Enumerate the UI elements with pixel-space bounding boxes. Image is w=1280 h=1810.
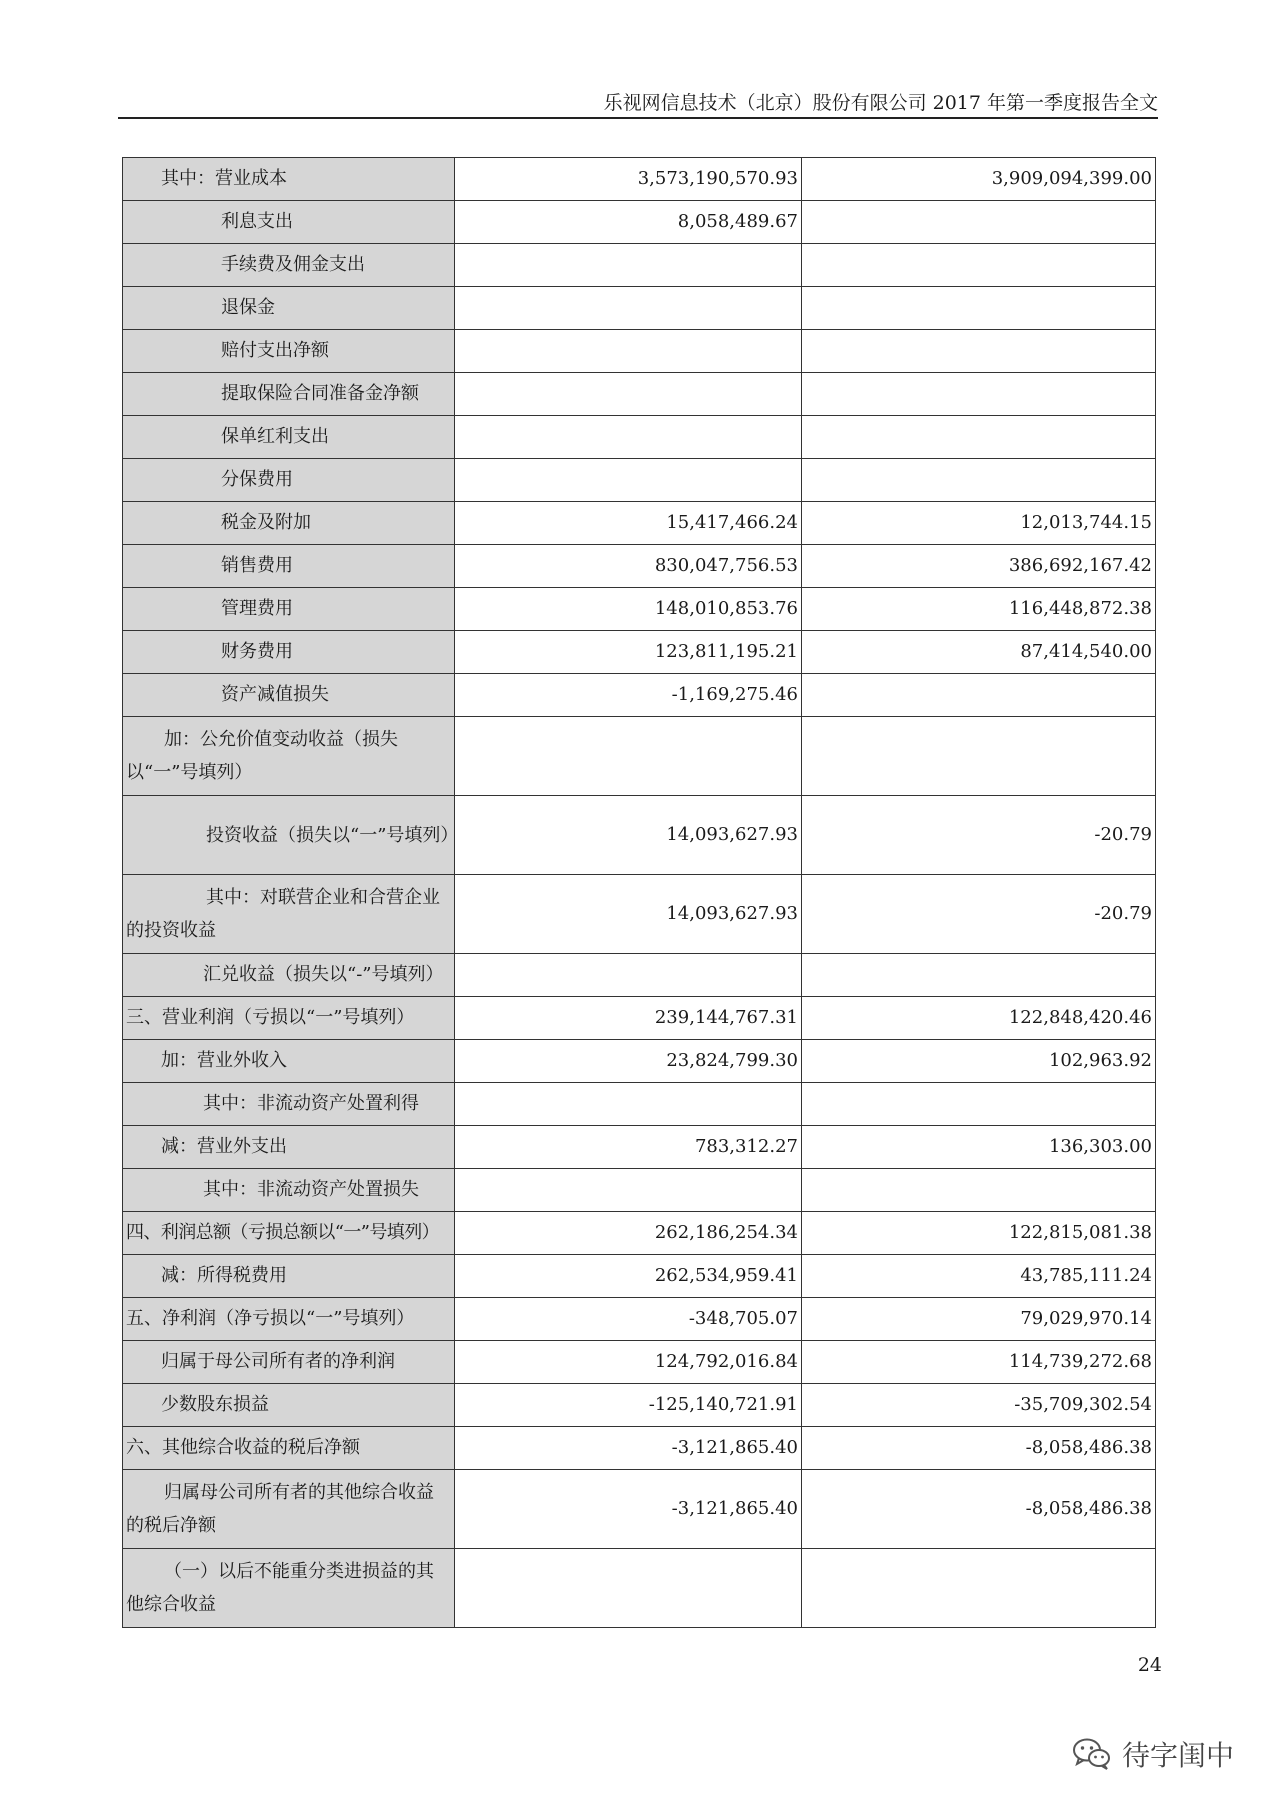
table-row [123, 717, 1156, 796]
row-label: 财务费用 [123, 631, 455, 674]
table-row [123, 631, 1156, 674]
current-period-value: 14,093,627.93 [455, 796, 802, 875]
current-period-value [455, 416, 802, 459]
row-label: 减：营业外支出 [123, 1126, 455, 1169]
previous-period-value: 87,414,540.00 [802, 631, 1156, 674]
row-label: 其中：非流动资产处置损失 [123, 1169, 455, 1212]
previous-period-value [802, 244, 1156, 287]
row-label: 归属母公司所有者的其他综合收益的税后净额 [123, 1470, 455, 1549]
previous-period-value [802, 1169, 1156, 1212]
previous-period-value [802, 201, 1156, 244]
current-period-value: 239,144,767.31 [455, 997, 802, 1040]
table-row [123, 502, 1156, 545]
row-label: 手续费及佣金支出 [123, 244, 455, 287]
current-period-value [455, 1083, 802, 1126]
table-row [123, 1255, 1156, 1298]
current-period-value [455, 373, 802, 416]
table-row [123, 997, 1156, 1040]
row-label: 提取保险合同准备金净额 [123, 373, 455, 416]
row-label: 加：营业外收入 [123, 1040, 455, 1083]
previous-period-value: 136,303.00 [802, 1126, 1156, 1169]
previous-period-value [802, 330, 1156, 373]
header-divider [118, 117, 1158, 119]
table-row [123, 1427, 1156, 1470]
row-label: 五、净利润（净亏损以“一”号填列） [123, 1298, 455, 1341]
table-row [123, 1341, 1156, 1384]
current-period-value: 123,811,195.21 [455, 631, 802, 674]
row-label: 销售费用 [123, 545, 455, 588]
table-row [123, 201, 1156, 244]
table-row [123, 588, 1156, 631]
row-label: 减：所得税费用 [123, 1255, 455, 1298]
row-label: 归属于母公司所有者的净利润 [123, 1341, 455, 1384]
row-label: 其中：营业成本 [123, 158, 455, 201]
table-row [123, 1384, 1156, 1427]
table-row [123, 1169, 1156, 1212]
table-row [123, 158, 1156, 201]
row-label: 赔付支出净额 [123, 330, 455, 373]
current-period-value [455, 717, 802, 796]
table-row [123, 1126, 1156, 1169]
page-number: 24 [1137, 1654, 1162, 1676]
current-period-value: 148,010,853.76 [455, 588, 802, 631]
previous-period-value [802, 287, 1156, 330]
previous-period-value [802, 416, 1156, 459]
row-label: （一）以后不能重分类进损益的其他综合收益 [123, 1549, 455, 1628]
table-row [123, 875, 1156, 954]
previous-period-value: 114,739,272.68 [802, 1341, 1156, 1384]
current-period-value [455, 459, 802, 502]
row-label: 其中：对联营企业和合营企业的投资收益 [123, 875, 455, 954]
row-label: 保单红利支出 [123, 416, 455, 459]
previous-period-value [802, 717, 1156, 796]
table-row [123, 796, 1156, 875]
table-row [123, 416, 1156, 459]
current-period-value [455, 287, 802, 330]
previous-period-value: 43,785,111.24 [802, 1255, 1156, 1298]
previous-period-value [802, 954, 1156, 997]
current-period-value: 262,186,254.34 [455, 1212, 802, 1255]
current-period-value: -3,121,865.40 [455, 1427, 802, 1470]
previous-period-value: -8,058,486.38 [802, 1470, 1156, 1549]
watermark-text: 待字闺中 [1122, 1739, 1235, 1772]
table-row [123, 674, 1156, 717]
previous-period-value: 102,963.92 [802, 1040, 1156, 1083]
table-row [123, 1083, 1156, 1126]
row-label: 少数股东损益 [123, 1384, 455, 1427]
current-period-value: -125,140,721.91 [455, 1384, 802, 1427]
row-label: 四、利润总额（亏损总额以“一”号填列） [123, 1212, 455, 1255]
current-period-value: 124,792,016.84 [455, 1341, 802, 1384]
previous-period-value [802, 1083, 1156, 1126]
income-statement-table [122, 157, 1156, 1628]
current-period-value: 14,093,627.93 [455, 875, 802, 954]
current-period-value: -1,169,275.46 [455, 674, 802, 717]
row-label: 其中：非流动资产处置利得 [123, 1083, 455, 1126]
previous-period-value: 122,815,081.38 [802, 1212, 1156, 1255]
row-label: 投资收益（损失以“一”号填列） [123, 796, 455, 875]
current-period-value [455, 1549, 802, 1628]
current-period-value: 262,534,959.41 [455, 1255, 802, 1298]
row-label: 税金及附加 [123, 502, 455, 545]
previous-period-value: 79,029,970.14 [802, 1298, 1156, 1341]
current-period-value: 23,824,799.30 [455, 1040, 802, 1083]
row-label: 三、营业利润（亏损以“一”号填列） [123, 997, 455, 1040]
previous-period-value: -35,709,302.54 [802, 1384, 1156, 1427]
table-row [123, 545, 1156, 588]
table-row [123, 244, 1156, 287]
table-row [123, 330, 1156, 373]
previous-period-value: -20.79 [802, 875, 1156, 954]
table-row [123, 1470, 1156, 1549]
current-period-value: 830,047,756.53 [455, 545, 802, 588]
previous-period-value [802, 373, 1156, 416]
row-label: 管理费用 [123, 588, 455, 631]
row-label: 退保金 [123, 287, 455, 330]
current-period-value [455, 1169, 802, 1212]
previous-period-value [802, 1549, 1156, 1628]
current-period-value: 15,417,466.24 [455, 502, 802, 545]
current-period-value [455, 244, 802, 287]
table-row [123, 1040, 1156, 1083]
row-label: 加：公允价值变动收益（损失以“一”号填列） [123, 717, 455, 796]
current-period-value: 3,573,190,570.93 [455, 158, 802, 201]
previous-period-value [802, 674, 1156, 717]
row-label: 利息支出 [123, 201, 455, 244]
previous-period-value: 116,448,872.38 [802, 588, 1156, 631]
current-period-value [455, 954, 802, 997]
row-label: 分保费用 [123, 459, 455, 502]
table-row [123, 954, 1156, 997]
previous-period-value: 122,848,420.46 [802, 997, 1156, 1040]
previous-period-value: 386,692,167.42 [802, 545, 1156, 588]
current-period-value: 8,058,489.67 [455, 201, 802, 244]
table-row [123, 287, 1156, 330]
previous-period-value: 3,909,094,399.00 [802, 158, 1156, 201]
current-period-value: -3,121,865.40 [455, 1470, 802, 1549]
previous-period-value: 12,013,744.15 [802, 502, 1156, 545]
watermark [1072, 1734, 1234, 1774]
wechat-icon [1072, 1737, 1112, 1771]
previous-period-value: -20.79 [802, 796, 1156, 875]
row-label: 汇兑收益（损失以“-”号填列） [123, 954, 455, 997]
row-label: 六、其他综合收益的税后净额 [123, 1427, 455, 1470]
current-period-value: -348,705.07 [455, 1298, 802, 1341]
table-row [123, 373, 1156, 416]
row-label: 资产减值损失 [123, 674, 455, 717]
previous-period-value: -8,058,486.38 [802, 1427, 1156, 1470]
current-period-value: 783,312.27 [455, 1126, 802, 1169]
previous-period-value [802, 459, 1156, 502]
report-header: 乐视网信息技术（北京）股份有限公司 2017 年第一季度报告全文 [603, 92, 1158, 114]
table-row [123, 459, 1156, 502]
table-row [123, 1298, 1156, 1341]
table-row [123, 1212, 1156, 1255]
current-period-value [455, 330, 802, 373]
table-row [123, 1549, 1156, 1628]
